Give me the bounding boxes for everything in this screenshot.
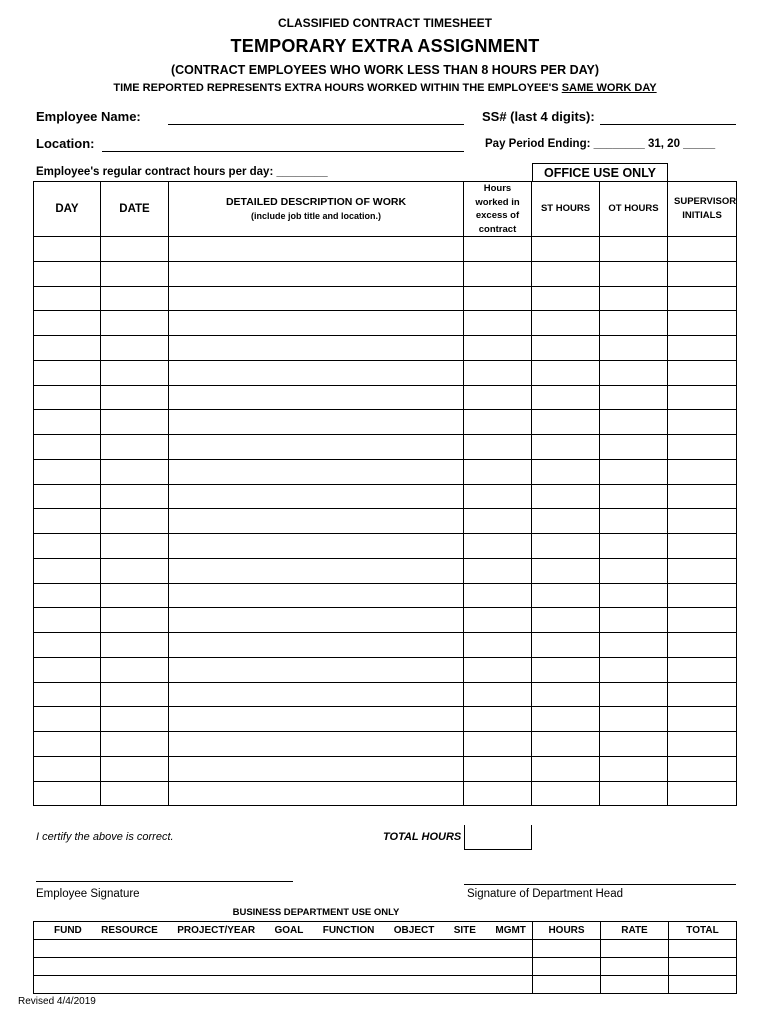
day-cell[interactable] bbox=[34, 435, 101, 460]
supervisor-initials-cell[interactable] bbox=[668, 633, 737, 658]
st-hours-cell[interactable] bbox=[532, 657, 600, 682]
pay-period-label: Pay Period Ending: ________ 31, 20 _____ bbox=[485, 138, 716, 150]
st-hours-cell[interactable] bbox=[532, 534, 600, 559]
timesheet-row bbox=[34, 435, 737, 460]
ot-hours-cell[interactable] bbox=[600, 435, 668, 460]
ot-hours-cell[interactable] bbox=[600, 410, 668, 435]
business-total-cell[interactable] bbox=[669, 958, 737, 976]
st-hours-cell[interactable] bbox=[532, 756, 600, 781]
st-hours-cell[interactable] bbox=[532, 311, 600, 336]
total-hours-field[interactable] bbox=[464, 825, 532, 850]
date-cell[interactable] bbox=[101, 435, 169, 460]
timesheet-row bbox=[34, 657, 737, 682]
timesheet-row bbox=[34, 360, 737, 385]
location-field[interactable] bbox=[102, 151, 464, 152]
supervisor-initials-cell[interactable] bbox=[668, 237, 737, 262]
hours-excess-cell[interactable] bbox=[464, 633, 532, 658]
ot-hours-cell[interactable] bbox=[600, 385, 668, 410]
timesheet-row bbox=[34, 261, 737, 286]
hours-excess-cell[interactable] bbox=[464, 410, 532, 435]
business-row bbox=[34, 958, 737, 976]
day-cell[interactable] bbox=[34, 237, 101, 262]
day-cell[interactable] bbox=[34, 410, 101, 435]
ot-hours-cell[interactable] bbox=[600, 360, 668, 385]
st-hours-cell[interactable] bbox=[532, 608, 600, 633]
col-description-sub: (include job title and location.) bbox=[251, 211, 381, 221]
date-cell[interactable] bbox=[101, 633, 169, 658]
day-cell[interactable] bbox=[34, 286, 101, 311]
regular-hours-label: Employee's regular contract hours per day: ________ bbox=[36, 166, 328, 178]
timesheet-row bbox=[34, 608, 737, 633]
date-cell[interactable] bbox=[101, 756, 169, 781]
employee-signature-line[interactable] bbox=[36, 881, 293, 882]
date-cell[interactable] bbox=[101, 336, 169, 361]
date-cell[interactable] bbox=[101, 558, 169, 583]
date-cell[interactable] bbox=[101, 707, 169, 732]
st-hours-cell[interactable] bbox=[532, 484, 600, 509]
day-cell[interactable] bbox=[34, 360, 101, 385]
ot-hours-cell[interactable] bbox=[600, 534, 668, 559]
hours-excess-cell[interactable] bbox=[464, 682, 532, 707]
form-scope-note: (CONTRACT EMPLOYEES WHO WORK LESS THAN 8 HOURS PER DAY) bbox=[170, 63, 600, 77]
supervisor-initials-cell[interactable] bbox=[668, 336, 737, 361]
date-cell[interactable] bbox=[101, 385, 169, 410]
col-ot-hours: OT HOURS bbox=[600, 182, 668, 237]
description-cell[interactable] bbox=[169, 509, 464, 534]
day-cell[interactable] bbox=[34, 707, 101, 732]
ot-hours-cell[interactable] bbox=[600, 311, 668, 336]
st-hours-cell[interactable] bbox=[532, 707, 600, 732]
ot-hours-cell[interactable] bbox=[600, 633, 668, 658]
date-cell[interactable] bbox=[101, 410, 169, 435]
employee-signature-label: Employee Signature bbox=[36, 888, 140, 900]
timesheet-row bbox=[34, 707, 737, 732]
supervisor-initials-cell[interactable] bbox=[668, 608, 737, 633]
description-cell[interactable] bbox=[169, 633, 464, 658]
st-hours-cell[interactable] bbox=[532, 435, 600, 460]
day-cell[interactable] bbox=[34, 682, 101, 707]
business-codes-cell[interactable] bbox=[34, 958, 533, 976]
supervisor-initials-cell[interactable] bbox=[668, 732, 737, 757]
date-cell[interactable] bbox=[101, 732, 169, 757]
timesheet-row bbox=[34, 633, 737, 658]
business-col-object: OBJECT bbox=[393, 925, 435, 936]
timesheet-row bbox=[34, 509, 737, 534]
hours-excess-cell[interactable] bbox=[464, 534, 532, 559]
hours-excess-cell[interactable] bbox=[464, 360, 532, 385]
supervisor-initials-cell[interactable] bbox=[668, 657, 737, 682]
hours-excess-cell[interactable] bbox=[464, 385, 532, 410]
business-rate-cell[interactable] bbox=[601, 940, 669, 958]
st-hours-cell[interactable] bbox=[532, 237, 600, 262]
supervisor-initials-cell[interactable] bbox=[668, 756, 737, 781]
supervisor-initials-cell[interactable] bbox=[668, 385, 737, 410]
ot-hours-cell[interactable] bbox=[600, 237, 668, 262]
col-st-hours: ST HOURS bbox=[532, 182, 600, 237]
date-cell[interactable] bbox=[101, 583, 169, 608]
timesheet-row bbox=[34, 410, 737, 435]
ot-hours-cell[interactable] bbox=[600, 608, 668, 633]
hours-excess-cell[interactable] bbox=[464, 707, 532, 732]
employee-name-field[interactable] bbox=[168, 124, 464, 125]
supervisor-initials-cell[interactable] bbox=[668, 534, 737, 559]
business-total-header: TOTAL bbox=[669, 922, 737, 940]
description-cell[interactable] bbox=[169, 360, 464, 385]
timesheet-row bbox=[34, 682, 737, 707]
timesheet-row bbox=[34, 286, 737, 311]
date-cell[interactable] bbox=[101, 781, 169, 806]
description-cell[interactable] bbox=[169, 657, 464, 682]
ot-hours-cell[interactable] bbox=[600, 583, 668, 608]
location-label: Location: bbox=[36, 136, 95, 151]
hours-excess-cell[interactable] bbox=[464, 286, 532, 311]
date-cell[interactable] bbox=[101, 360, 169, 385]
supervisor-initials-cell[interactable] bbox=[668, 261, 737, 286]
day-cell[interactable] bbox=[34, 534, 101, 559]
timesheet-row bbox=[34, 336, 737, 361]
st-hours-cell[interactable] bbox=[532, 781, 600, 806]
timesheet-row bbox=[34, 583, 737, 608]
timesheet-table bbox=[33, 181, 737, 806]
description-cell[interactable] bbox=[169, 583, 464, 608]
business-hours-cell[interactable] bbox=[533, 976, 601, 994]
hours-excess-cell[interactable] bbox=[464, 558, 532, 583]
supervisor-initials-cell[interactable] bbox=[668, 311, 737, 336]
date-cell[interactable] bbox=[101, 311, 169, 336]
business-table bbox=[33, 921, 737, 994]
day-cell[interactable] bbox=[34, 459, 101, 484]
department-head-signature-label: Signature of Department Head bbox=[467, 888, 623, 900]
ssn-field[interactable] bbox=[600, 124, 736, 125]
date-cell[interactable] bbox=[101, 657, 169, 682]
col-description-title: DETAILED DESCRIPTION OF WORK bbox=[225, 196, 407, 208]
supervisor-initials-cell[interactable] bbox=[668, 459, 737, 484]
business-col-resource: RESOURCE bbox=[101, 925, 158, 936]
col-hours-excess: Hours worked in excess of contract bbox=[464, 182, 532, 237]
hours-excess-cell[interactable] bbox=[464, 509, 532, 534]
timesheet-row bbox=[34, 484, 737, 509]
ot-hours-cell[interactable] bbox=[600, 732, 668, 757]
supervisor-initials-cell[interactable] bbox=[668, 682, 737, 707]
hours-excess-cell[interactable] bbox=[464, 336, 532, 361]
timesheet-row bbox=[34, 385, 737, 410]
ot-hours-cell[interactable] bbox=[600, 509, 668, 534]
supervisor-initials-cell[interactable] bbox=[668, 435, 737, 460]
ot-hours-cell[interactable] bbox=[600, 484, 668, 509]
business-col-fund: FUND bbox=[54, 925, 82, 936]
certify-statement: I certify the above is correct. bbox=[36, 831, 174, 843]
ot-hours-cell[interactable] bbox=[600, 558, 668, 583]
description-cell[interactable] bbox=[169, 534, 464, 559]
revision-date: Revised 4/4/2019 bbox=[18, 996, 96, 1007]
hours-excess-cell[interactable] bbox=[464, 311, 532, 336]
business-codes-cell[interactable] bbox=[34, 940, 533, 958]
business-col-project-year: PROJECT/YEAR bbox=[177, 925, 256, 936]
day-cell[interactable] bbox=[34, 756, 101, 781]
description-cell[interactable] bbox=[169, 732, 464, 757]
hours-excess-cell[interactable] bbox=[464, 484, 532, 509]
description-cell[interactable] bbox=[169, 336, 464, 361]
day-cell[interactable] bbox=[34, 583, 101, 608]
description-cell[interactable] bbox=[169, 781, 464, 806]
hours-excess-cell[interactable] bbox=[464, 583, 532, 608]
description-cell[interactable] bbox=[169, 707, 464, 732]
hours-excess-cell[interactable] bbox=[464, 435, 532, 460]
st-hours-cell[interactable] bbox=[532, 682, 600, 707]
instruction-emphasis: SAME WORK DAY bbox=[561, 82, 657, 94]
hours-excess-cell[interactable] bbox=[464, 237, 532, 262]
timesheet-row bbox=[34, 756, 737, 781]
employee-name-label: Employee Name: bbox=[36, 109, 141, 124]
business-header-row bbox=[34, 922, 737, 940]
day-cell[interactable] bbox=[34, 484, 101, 509]
ot-hours-cell[interactable] bbox=[600, 459, 668, 484]
instruction-text: TIME REPORTED REPRESENTS EXTRA HOURS WORKED WITHIN THE EMPLOYEE'S bbox=[113, 82, 559, 94]
business-hours-header: HOURS bbox=[533, 922, 601, 940]
business-use-title: BUSINESS DEPARTMENT USE ONLY bbox=[232, 907, 400, 918]
st-hours-cell[interactable] bbox=[532, 633, 600, 658]
description-cell[interactable] bbox=[169, 608, 464, 633]
ot-hours-cell[interactable] bbox=[600, 261, 668, 286]
business-col-site: SITE bbox=[453, 925, 476, 936]
hours-excess-cell[interactable] bbox=[464, 732, 532, 757]
st-hours-cell[interactable] bbox=[532, 286, 600, 311]
col-day: DAY bbox=[34, 182, 101, 237]
business-row bbox=[34, 940, 737, 958]
supervisor-initials-cell[interactable] bbox=[668, 360, 737, 385]
st-hours-cell[interactable] bbox=[532, 459, 600, 484]
day-cell[interactable] bbox=[34, 732, 101, 757]
business-total-cell[interactable] bbox=[669, 976, 737, 994]
date-cell[interactable] bbox=[101, 261, 169, 286]
business-hours-cell[interactable] bbox=[533, 940, 601, 958]
ot-hours-cell[interactable] bbox=[600, 682, 668, 707]
day-cell[interactable] bbox=[34, 633, 101, 658]
supervisor-initials-cell[interactable] bbox=[668, 583, 737, 608]
ot-hours-cell[interactable] bbox=[600, 707, 668, 732]
timesheet-row bbox=[34, 781, 737, 806]
timesheet-row bbox=[34, 459, 737, 484]
business-col-goal: GOAL bbox=[274, 925, 304, 936]
date-cell[interactable] bbox=[101, 534, 169, 559]
col-date: DATE bbox=[101, 182, 169, 237]
day-cell[interactable] bbox=[34, 336, 101, 361]
business-col-mgmt: MGMT bbox=[495, 925, 526, 936]
ot-hours-cell[interactable] bbox=[600, 336, 668, 361]
description-cell[interactable] bbox=[169, 756, 464, 781]
description-cell[interactable] bbox=[169, 435, 464, 460]
day-cell[interactable] bbox=[34, 558, 101, 583]
timesheet-row bbox=[34, 558, 737, 583]
timesheet-row bbox=[34, 732, 737, 757]
form-instruction bbox=[0, 82, 770, 94]
col-supervisor: SUPERVISOR INITIALS bbox=[668, 182, 737, 237]
description-cell[interactable] bbox=[169, 286, 464, 311]
date-cell[interactable] bbox=[101, 484, 169, 509]
total-hours-label: TOTAL HOURS bbox=[383, 831, 462, 843]
date-cell[interactable] bbox=[101, 237, 169, 262]
st-hours-cell[interactable] bbox=[532, 583, 600, 608]
col-description bbox=[169, 182, 464, 237]
description-cell[interactable] bbox=[169, 682, 464, 707]
timesheet-row bbox=[34, 237, 737, 262]
date-cell[interactable] bbox=[101, 682, 169, 707]
office-use-header: OFFICE USE ONLY bbox=[532, 163, 668, 181]
ot-hours-cell[interactable] bbox=[600, 657, 668, 682]
st-hours-cell[interactable] bbox=[532, 336, 600, 361]
business-codes-header bbox=[34, 922, 533, 940]
form-subtitle: CLASSIFIED CONTRACT TIMESHEET bbox=[277, 16, 492, 30]
day-cell[interactable] bbox=[34, 608, 101, 633]
day-cell[interactable] bbox=[34, 385, 101, 410]
ssn-label: SS# (last 4 digits): bbox=[482, 109, 595, 124]
supervisor-initials-cell[interactable] bbox=[668, 707, 737, 732]
description-cell[interactable] bbox=[169, 237, 464, 262]
hours-excess-cell[interactable] bbox=[464, 657, 532, 682]
ot-hours-cell[interactable] bbox=[600, 756, 668, 781]
timesheet-header-row bbox=[34, 182, 737, 237]
date-cell[interactable] bbox=[101, 509, 169, 534]
description-cell[interactable] bbox=[169, 459, 464, 484]
day-cell[interactable] bbox=[34, 261, 101, 286]
day-cell[interactable] bbox=[34, 781, 101, 806]
business-hours-cell[interactable] bbox=[533, 958, 601, 976]
hours-excess-cell[interactable] bbox=[464, 459, 532, 484]
st-hours-cell[interactable] bbox=[532, 509, 600, 534]
description-cell[interactable] bbox=[169, 261, 464, 286]
hours-excess-cell[interactable] bbox=[464, 781, 532, 806]
form-title: TEMPORARY EXTRA ASSIGNMENT bbox=[230, 36, 540, 56]
description-cell[interactable] bbox=[169, 311, 464, 336]
hours-excess-cell[interactable] bbox=[464, 261, 532, 286]
description-cell[interactable] bbox=[169, 558, 464, 583]
business-codes-cell[interactable] bbox=[34, 976, 533, 994]
supervisor-initials-cell[interactable] bbox=[668, 509, 737, 534]
date-cell[interactable] bbox=[101, 286, 169, 311]
supervisor-initials-cell[interactable] bbox=[668, 410, 737, 435]
ot-hours-cell[interactable] bbox=[600, 286, 668, 311]
st-hours-cell[interactable] bbox=[532, 732, 600, 757]
st-hours-cell[interactable] bbox=[532, 410, 600, 435]
st-hours-cell[interactable] bbox=[532, 360, 600, 385]
st-hours-cell[interactable] bbox=[532, 385, 600, 410]
supervisor-initials-cell[interactable] bbox=[668, 484, 737, 509]
timesheet-row bbox=[34, 534, 737, 559]
day-cell[interactable] bbox=[34, 509, 101, 534]
supervisor-initials-cell[interactable] bbox=[668, 558, 737, 583]
business-rate-header: RATE bbox=[601, 922, 669, 940]
st-hours-cell[interactable] bbox=[532, 261, 600, 286]
supervisor-initials-cell[interactable] bbox=[668, 286, 737, 311]
description-cell[interactable] bbox=[169, 410, 464, 435]
business-row bbox=[34, 976, 737, 994]
description-cell[interactable] bbox=[169, 484, 464, 509]
description-cell[interactable] bbox=[169, 385, 464, 410]
st-hours-cell[interactable] bbox=[532, 558, 600, 583]
supervisor-initials-cell[interactable] bbox=[668, 781, 737, 806]
hours-excess-cell[interactable] bbox=[464, 756, 532, 781]
business-total-cell[interactable] bbox=[669, 940, 737, 958]
hours-excess-cell[interactable] bbox=[464, 608, 532, 633]
timesheet-row bbox=[34, 311, 737, 336]
business-rate-cell[interactable] bbox=[601, 958, 669, 976]
date-cell[interactable] bbox=[101, 608, 169, 633]
business-rate-cell[interactable] bbox=[601, 976, 669, 994]
ot-hours-cell[interactable] bbox=[600, 781, 668, 806]
date-cell[interactable] bbox=[101, 459, 169, 484]
day-cell[interactable] bbox=[34, 311, 101, 336]
day-cell[interactable] bbox=[34, 657, 101, 682]
business-col-function: FUNCTION bbox=[322, 925, 375, 936]
department-head-signature-line[interactable] bbox=[464, 884, 736, 885]
